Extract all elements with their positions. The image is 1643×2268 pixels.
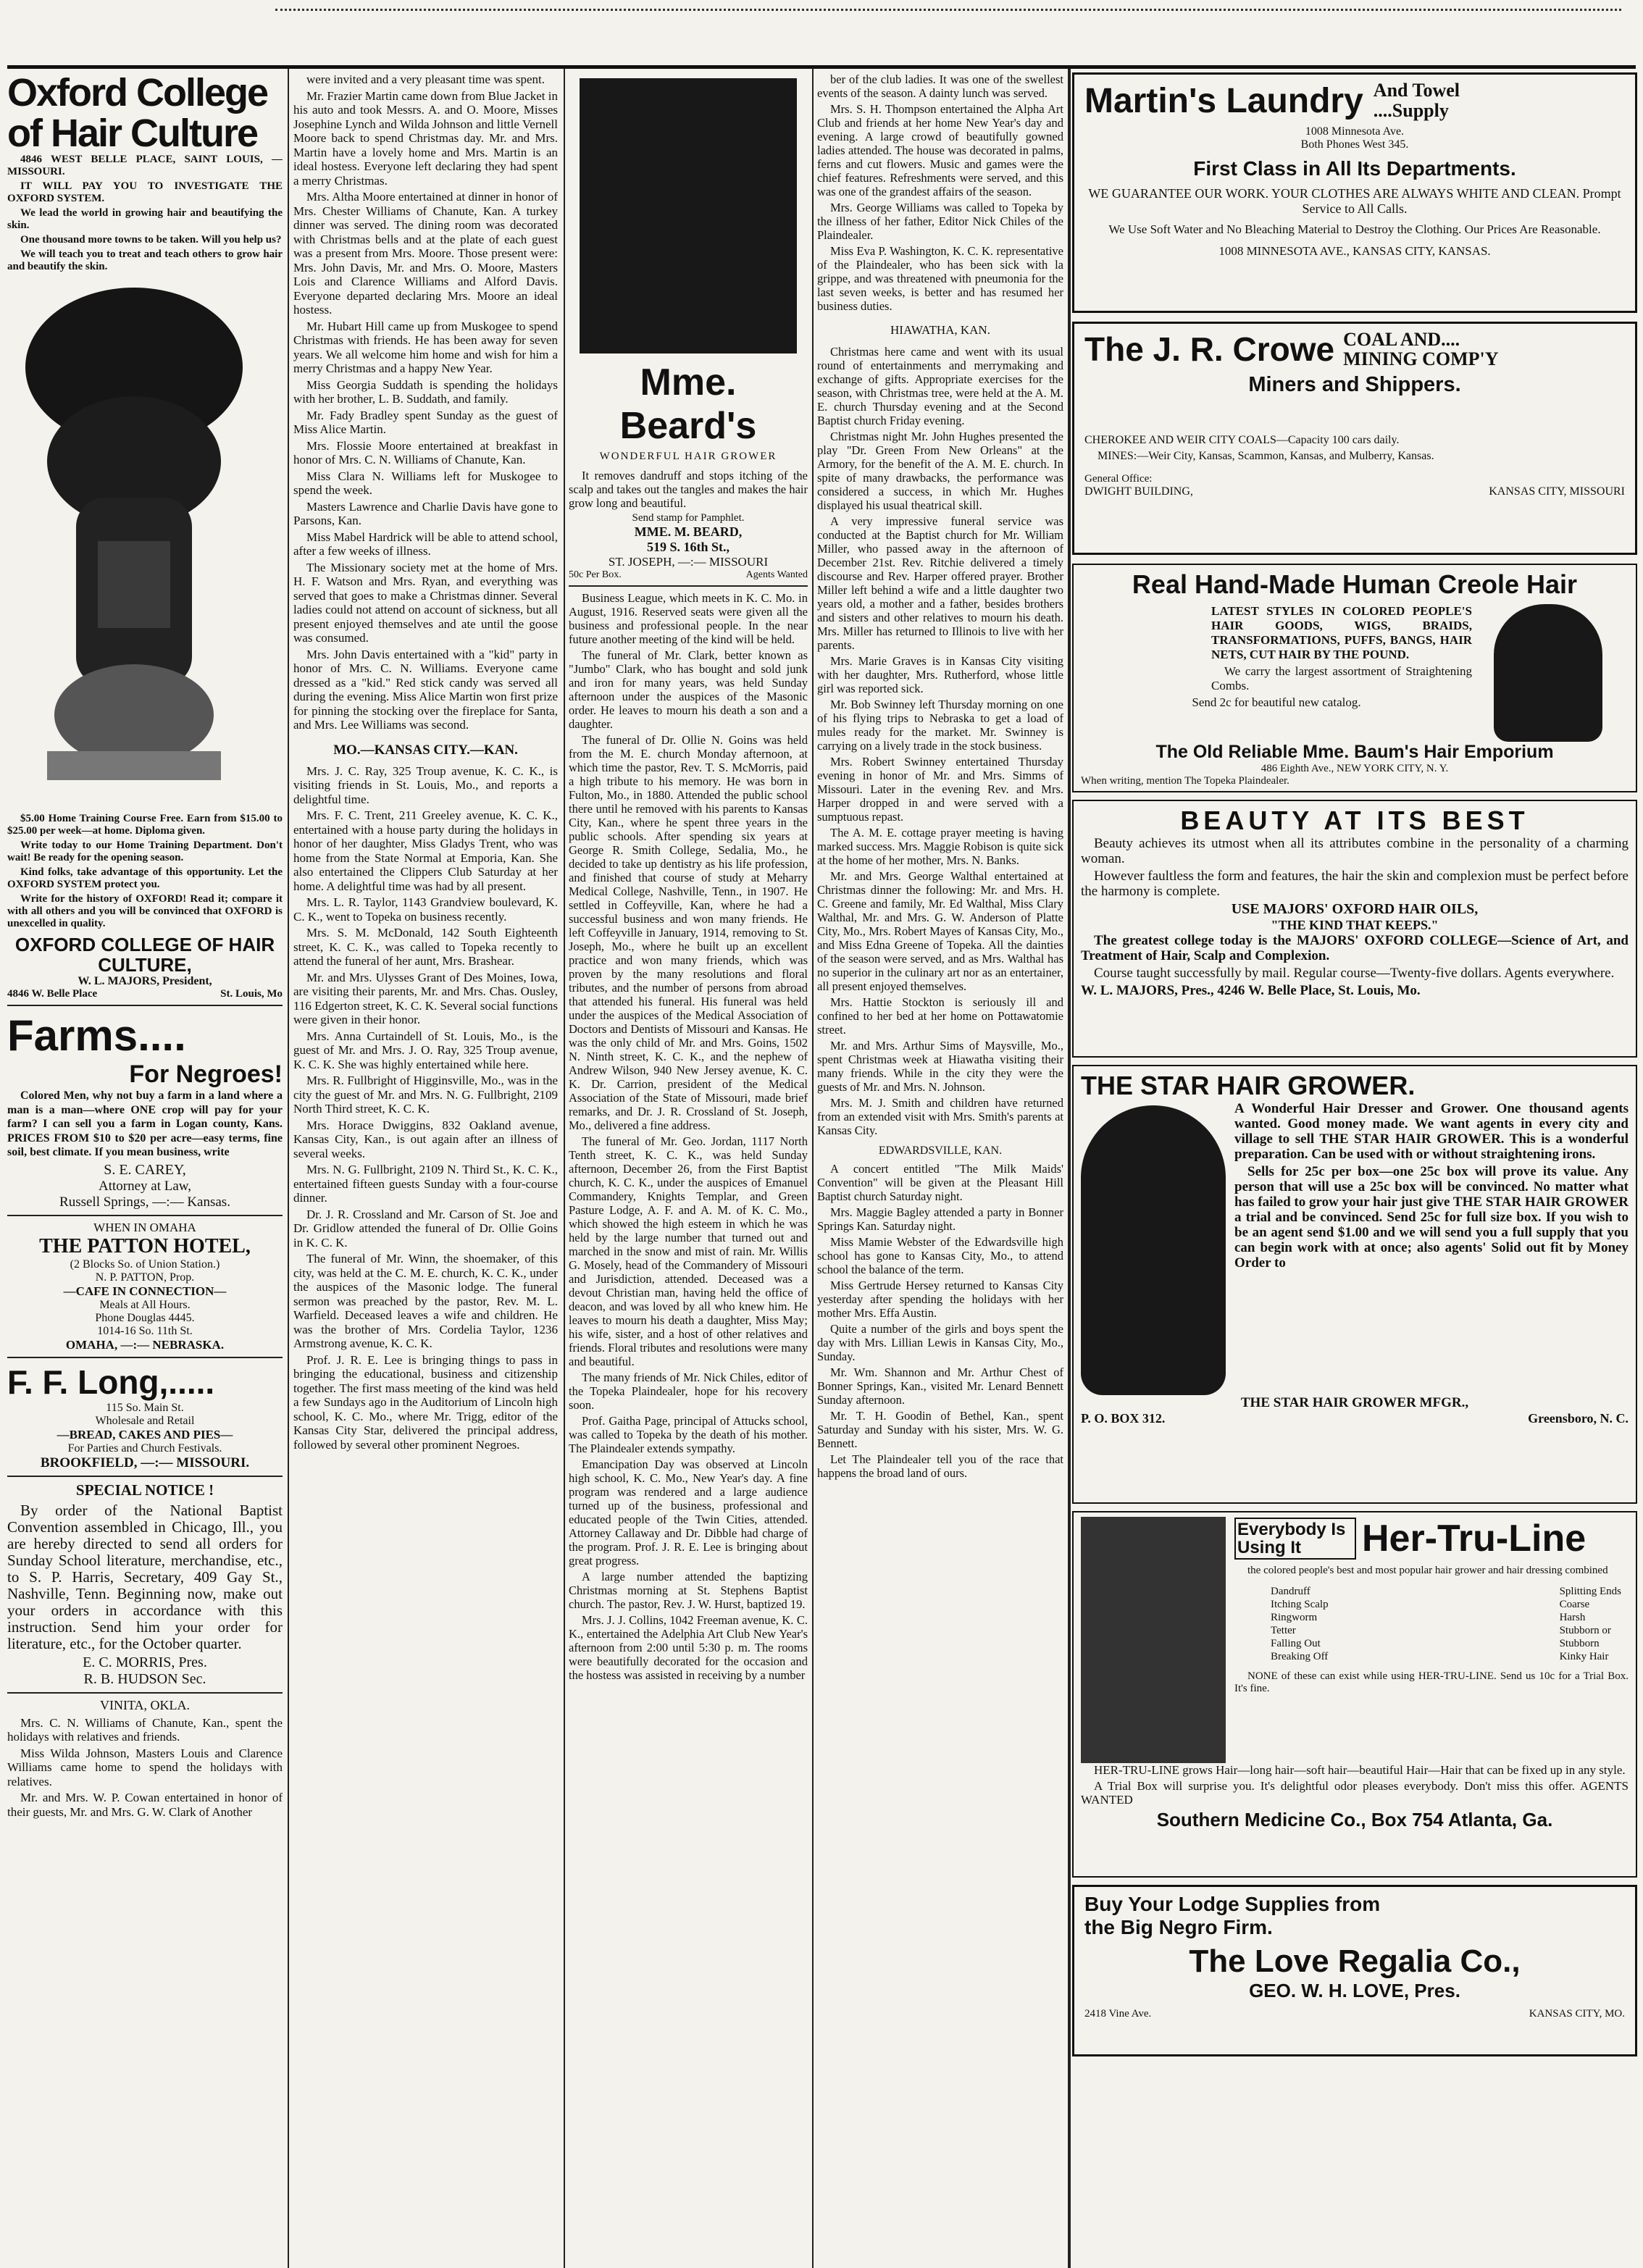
star-sells: Sells for 25c per box—one 25c box will prove its value. Any person that will use a 25c box will be convinced. No matter what has failed to grow your hair just give THE STAR HAIR GROWER a trial and be convinced. Send 25c for full size box. If you wish to be an agent send $1.00 and we will send you a full supply that you can begin work with at once; also agents' Solid out fit by Money Order to [1234, 1164, 1629, 1271]
crowe-name: The J. R. Crowe [1084, 330, 1335, 368]
martin-tag1: And Towel [1373, 80, 1460, 101]
patton-meals: Meals at All Hours. [99, 1298, 191, 1311]
news-paragraph: Miss Mabel Hardrick will be able to attend school, after a few weeks of illness. [293, 530, 558, 558]
patton-ad [7, 1221, 283, 1352]
vinita-p1: Mrs. C. N. Williams of Chanute, Kan., spent the holidays with relatives and friends. [7, 1715, 283, 1744]
list-item: Breaking Off [1271, 1651, 1329, 1662]
divider [7, 1476, 283, 1477]
news-paragraph: Prof. J. R. E. Lee is bringing things to pass in bringing the educational, business and citizenship together. The first mass meeting of the kind was held a few Sundays ago in the Auditorium of Lincoln high school, K. C. Mo., where Mr. Trigg, editor of the Kansas City Star, delivered the principal address, followed by several other prominent Negroes. [293, 1352, 558, 1452]
news-column-4 [817, 72, 1063, 313]
beauty-p4: Course taught successfully by mail. Regular course—Twenty-five dollars. Agents everywhere. [1094, 966, 1615, 981]
divider [7, 1005, 283, 1006]
news-paragraph: Mrs. Flossie Moore entertained at breakfast in honor of Mrs. C. N. Williams of Chanute, Kan. [293, 438, 558, 466]
beard-city: ST. JOSEPH, —:— MISSOURI [608, 555, 769, 569]
oxford-title-2: of Hair Culture [7, 112, 258, 155]
crowe-mines: MINES:—Weir City, Kansas, Scammon, Kansas, and Mulberry, Kansas. [1098, 450, 1434, 462]
news-paragraph: The many friends of Mr. Nick Chiles, editor of the Topeka Plaindealer, hope for his recovery soon. [569, 1371, 808, 1412]
notice-body: By order of the National Baptist Convention assembled in Chicago, Ill., you are hereby directed to send all orders for Sunday School literature, merchandise, etc., to S. P. Harris, Secretary, 409 Gay St., Nashville, Tenn. Beginning now, make out your orders in accordance with this instruction. Send him your order for literature, etc., for the October quarter. [7, 1501, 283, 1652]
hertru-lists [1234, 1579, 1629, 1663]
news-paragraph: Miss Clara N. Williams left for Muskogee to spend the week. [293, 469, 558, 497]
news-paragraph: Mrs. M. J. Smith and children have returned from an extended visit with Mrs. Smith's parents at Kansas City. [817, 1096, 1063, 1137]
news-paragraph: Mrs. L. R. Taylor, 1143 Grandview boulevard, K. C. K., went to Topeka on business recently. [293, 895, 558, 924]
crowe-miners: Miners and Shippers. [1248, 373, 1461, 396]
patton-name: THE PATTON HOTEL, [39, 1234, 251, 1258]
notice-sig1: E. C. MORRIS, Pres. [83, 1654, 207, 1670]
news-paragraph: Mrs. S. M. McDonald, 142 South Eighteenth street, K. C. K., was called to Topeka recently to attend the funeral of her aunt, Mrs. Brashear. [293, 926, 558, 968]
creole-body: LATEST STYLES IN COLORED PEOPLE'S HAIR GOODS, WIGS, BRAIDS, TRANSFORMATIONS, PUFFS, BANGS, HAIR NETS, CUT HAIR BY THE POUND. [1211, 604, 1472, 661]
oxford-p3: We will teach you to treat and teach others to grow hair and beautify the skin. [7, 248, 283, 272]
beauty-sig: W. L. MAJORS, Pres., 4246 W. Belle Place, St. Louis, Mo. [1081, 983, 1421, 998]
news-paragraph: Mr. Wm. Shannon and Mr. Arthur Chest of Bonner Springs, Kan., visited Mr. Lenard Bennett Sunday afternoon. [817, 1365, 1063, 1407]
beard-title: Mme. Beard's [619, 361, 757, 447]
crowe-tags [1343, 330, 1498, 369]
divider [569, 585, 808, 587]
list-item: Harsh [1559, 1612, 1586, 1623]
oxford-history: Write for the history of OXFORD! Read it; compare it with all others and you will be convinced that OXFORD is unexcelled in quality. [7, 893, 283, 929]
news-paragraph: ber of the club ladies. It was one of the swellest events of the season. A dainty lunch was served. [817, 72, 1063, 100]
notice-sig2: R. B. HUDSON Sec. [83, 1670, 206, 1687]
hertru-left-list [1271, 1585, 1329, 1663]
news-paragraph: Mrs. Horace Dwiggins, 832 Oakland avenue, Kansas City, Kan., is out again after an illness of several weeks. [293, 1118, 558, 1160]
news-paragraph: Business League, which meets in K. C. Mo. in August, 1916. Reserved seats were given all the business and professional people. In the near future another meeting of the kind will be held. [569, 591, 808, 646]
news-paragraph: Mr. and Mrs. Ulysses Grant of Des Moines, Iowa, are visiting their parents, Mr. and Mrs. Chas. Ousley, 116 Edgerton street, K. C. K. Several social functions were given in their honor. [293, 970, 558, 1026]
star-portrait [1081, 1105, 1226, 1395]
creole-portrait [1494, 604, 1602, 742]
farms-name: S. E. CAREY, [104, 1161, 186, 1178]
news-column-3 [569, 591, 808, 1682]
news-paragraph: The Missionary society met at the home of Mrs. H. F. Watson and Mrs. Ryan, and everything was served that goes to make a Christmas dinner. Several ladies could not attend on account of sickness, but all present enjoyed themselves and ate until the goose was consumed. [293, 560, 558, 645]
news-column-2 [293, 72, 558, 732]
patton-when: WHEN IN OMAHA [93, 1220, 196, 1234]
hertru-name: Her-Tru-Line [1362, 1518, 1586, 1560]
news-paragraph: Mrs. J. J. Collins, 1042 Freeman avenue, K. C. K., entertained the Adelphia Art Club New Year's afternoon from 2:00 until 5:30 p. m. The rooms were beautifully decorated for the occasion and the hostess was assisted in receiving by a number [569, 1613, 808, 1682]
beard-subtitle: WONDERFUL HAIR GROWER [599, 451, 777, 462]
regalia-address: 2418 Vine Ave. [1084, 2008, 1152, 2020]
beard-body: It removes dandruff and stops itching of the scalp and takes out the tangles and makes the hair grow long and beautiful. [569, 469, 808, 510]
news-paragraph: Mr. Bob Swinney left Thursday morning on one of his flying trips to Nebraska to get a load of mules ready for the market. Mr. Swinney is carrying on a lively trade in the stock business. [817, 698, 1063, 753]
vinita-p3: Mr. and Mrs. W. P. Cowan entertained in honor of their guests, Mr. and Mrs. G. W. Clark of Another [7, 1791, 283, 1819]
beauty-p3: The greatest college today is the MAJORS' OXFORD COLLEGE—Science of Art, and Treatment of Hair, Scalp and Complexion. [1081, 933, 1629, 963]
list-item: Itching Scalp [1271, 1599, 1329, 1610]
column-1 [7, 72, 283, 2261]
hair-illustration [18, 280, 283, 805]
martin-name: Martin's Laundry [1084, 82, 1363, 120]
news-paragraph: The A. M. E. cottage prayer meeting is having marked success. Mrs. Maggie Robison is quite sick at the home of her mother, Mrs. N. Banks. [817, 826, 1063, 867]
vinita-title: VINITA, OKLA. [99, 1697, 191, 1712]
news-paragraph: Mrs. Marie Graves is in Kansas City visiting with her daughter, Mrs. Rutherford, whose little girl was reported sick. [817, 654, 1063, 695]
hiawatha-heading: HIAWATHA, KAN. [890, 323, 990, 337]
martin-footer: 1008 MINNESOTA AVE., KANSAS CITY, KANSAS. [1218, 244, 1491, 258]
news-paragraph: Christmas here came and went with its usual round of entertainments and merrymaking and exchange of gifts. Appropriate exercises for the season, with Christmas tree, were held at the A. M. E. church Thursday evening and at the Second Baptist church Friday evening. [817, 345, 1063, 427]
beard-street: 519 S. 16th St., [646, 540, 730, 554]
hertru-company: Southern Medicine Co., Box 754 Atlanta, Ga. [1156, 1809, 1553, 1830]
farms-title: Farms.... [7, 1011, 186, 1060]
star-body: A Wonderful Hair Dresser and Grower. One thousand agents wanted. Good money made. We want agents in every city and village to sell THE STAR HAIR GROWER. This is a wonderful preparation. Can be used with or without straightening irons. [1234, 1101, 1629, 1162]
news-paragraph: Miss Eva P. Washington, K. C. K. representative of the Plaindealer, who has been sick with la grippe, and was threatened with pneumonia for the last seven weeks, is better and has resumed her business duties. [817, 244, 1063, 313]
news-paragraph: Mrs. John Davis entertained with a "kid" party in honor of Mrs. C. N. Williams. Everyone came dressed as a "kid." Red stick candy was served all during the evening. Miss Alice Martin won first prize for pinning the stocking over the fireplace for Santa, and Mrs. Lee Williams was second. [293, 647, 558, 732]
beard-name: MME. M. BEARD, [634, 524, 743, 539]
martin-laundry-ad [1072, 72, 1637, 313]
creole-send: Send 2c for beautiful new catalog. [1192, 695, 1361, 709]
column-5-ads [1072, 72, 1637, 2261]
news-paragraph: A concert entitled "The Milk Maids' Convention" will be given at the Pleasant Hill Baptist church Saturday night. [817, 1162, 1063, 1203]
news-paragraph: The funeral of Mr. Winn, the shoemaker, of this city, was held at the C. M. E. church, K. C. K., under the auspices of the Masonic lodge. The funeral sermon was preached by the pastor, Rev. M. L. Warfield. Deceased leaves a wife and children. He was the brother of Mrs. Cordelia Taylor, 1236 Armstrong avenue, K. C. K. [293, 1252, 558, 1350]
oxford-p1: We lead the world in growing hair and beautifying the skin. [7, 207, 283, 231]
beauty-use: USE MAJORS' OXFORD HAIR OILS, [1231, 901, 1479, 917]
list-item: Ringworm [1271, 1612, 1318, 1623]
crowe-city: KANSAS CITY, MISSOURI [1489, 485, 1625, 498]
column-rule [564, 69, 565, 2268]
crowe-footer [1084, 485, 1625, 498]
oxford-course: $5.00 Home Training Course Free. Earn from $15.00 to $25.00 per week—at home. Diploma given. [7, 813, 283, 837]
oxford-location [7, 988, 283, 1000]
news-paragraph: The funeral of Mr. Clark, better known as "Jumbo" Clark, who has bought and sold junk and iron for many years, was held Sunday afternoon under the auspices of the Masonic order. He leaves to mourn his death a son and a daughter. [569, 648, 808, 731]
news-paragraph: Mrs. J. C. Ray, 325 Troup avenue, K. C. K., is visiting friends in St. Louis, Mo., and reports a delightful time. [293, 763, 558, 806]
beauty-p2: However faultless the form and features, the hair the skin and complexion must be perfect before the harmony is complete. [1081, 869, 1629, 899]
oxford-address: 4846 WEST BELLE PLACE, SAINT LOUIS, — MISSOURI. [7, 154, 283, 177]
column-4 [817, 72, 1063, 2261]
news-paragraph: Miss Mamie Webster of the Edwardsville high school has gone to Kansas City, Mo., to attend school the balance of the term. [817, 1235, 1063, 1276]
news-paragraph: Mrs. N. G. Fullbright, 2109 N. Third St., K. C. K., entertained fifteen guests Sunday with a four-course dinner. [293, 1163, 558, 1205]
divider [7, 1692, 283, 1694]
news-paragraph: Mrs. Maggie Bagley attended a party in Bonner Springs Kan. Saturday night. [817, 1205, 1063, 1233]
hertru-none: NONE of these can exist while using HER-TRU-LINE. Send us 10c for a Trial Box. It's fine. [1234, 1670, 1629, 1694]
martin-soft: We Use Soft Water and No Bleaching Material to Destroy the Clothing. Our Prices Are Reasonable. [1108, 222, 1601, 236]
edwardsville-news [817, 1162, 1063, 1480]
oxford-kind: Kind folks, take advantage of this opportunity. Let the OXFORD SYSTEM protect you. [7, 866, 283, 890]
list-item: Falling Out [1271, 1638, 1321, 1649]
creole-address: 486 Eighth Ave., NEW YORK CITY, N. Y. [1261, 763, 1449, 774]
news-paragraph: Miss Georgia Suddath is spending the holidays with her brother, L. B. Suddath, and family. [293, 377, 558, 406]
crowe-coals: CHEROKEE AND WEIR CITY COALS—Capacity 100 cars daily. [1084, 434, 1400, 446]
list-item: Coarse [1559, 1599, 1590, 1610]
beard-portrait [580, 78, 797, 353]
news-paragraph: Mr. and Mrs. Arthur Sims of Maysville, Mo., spent Christmas week at Hiawatha visiting their many friends. While in the city they were the guests of Mr. and Mrs. N. Johnson. [817, 1039, 1063, 1094]
creole-hair-ad [1072, 564, 1637, 792]
regalia-ad [1072, 1885, 1637, 2056]
list-item: Tetter [1271, 1625, 1296, 1636]
farms-body: Colored Men, why not buy a farm in a land where a man is a man—where ONE crop will pay for your farm? I can sell you a farm in Logan county, Kans. PRICES FROM $10 to $20 per acre—easy terms, fine soil, best climate. If you mean business, write [7, 1089, 283, 1158]
long-for: For Parties and Church Festivals. [67, 1441, 222, 1455]
kc-news [293, 764, 558, 1452]
crowe-ad [1072, 322, 1637, 555]
beard-agents: Agents Wanted [745, 569, 808, 580]
news-paragraph: Mrs. S. H. Thompson entertained the Alpha Art Club and friends at her home New Year's day and evening. A large crowd of beautifully gowned ladies attended. The house was decorated in palms, ferns and cut flowers. Music and games were the chief features. Refreshments were served, and this was one of the grandest affairs of the season. [817, 102, 1063, 198]
news-paragraph: Emancipation Day was observed at Lincoln high school, K. C. Mo., New Year's day. A fine program was rendered and a large audience turned up of the business, professional and educated people of the Twin Cities, attended. Attorney Callaway and Dr. Dibble had charge of the program. Prof. J. R. E. Lee is bringing about great progress. [569, 1457, 808, 1568]
long-goods: —BREAD, CAKES AND PIES— [57, 1427, 233, 1441]
divider [7, 1357, 283, 1358]
regalia-buy2: the Big Negro Firm. [1084, 1916, 1273, 1938]
news-paragraph: Mrs. Anna Curtaindell of St. Louis, Mo., is the guest of Mr. and Mrs. J. O. Ray, 325 Troup avenue, K. C. K. She was highly entertained while here. [293, 1029, 558, 1071]
patton-phone: Phone Douglas 4445. [95, 1311, 195, 1324]
patton-cafe: —CAFE IN CONNECTION— [63, 1284, 227, 1298]
martin-tags [1374, 80, 1460, 121]
edwardsville-heading: EDWARDSVILLE, KAN. [878, 1145, 1003, 1157]
patton-city: OMAHA, —:— NEBRASKA. [65, 1337, 225, 1352]
beauty-ad [1072, 800, 1637, 1058]
list-item: Stubborn or [1559, 1625, 1611, 1636]
patton-location: (2 Blocks So. of Union Station.) [70, 1258, 220, 1271]
column-2 [293, 72, 558, 2261]
martin-first: First Class in All Its Departments. [1193, 157, 1516, 180]
hertru-trial: A Trial Box will surprise you. It's delightful odor pleases everybody. Don't miss this offer. AGENTS WANTED [1081, 1779, 1629, 1807]
vinita-news [7, 1698, 283, 1820]
vinita-p2: Miss Wilda Johnson, Masters Louis and Clarence Williams came home to spend the holidays with relatives. [7, 1746, 283, 1788]
news-paragraph: Mrs. F. C. Trent, 211 Greeley avenue, K. C. K., entertained with a house party during the holidays in honor of her daughter, Miss Gladys Trent, who was home from the State Normal at Emporia, Kan. She also entertained the Clippers Club Saturday at her home. A delightful time was had by all present. [293, 808, 558, 893]
list-item: Dandruff [1271, 1586, 1310, 1597]
beauty-p1: Beauty achieves its utmost when all its attributes combine in the personality of a charming woman. [1081, 836, 1629, 866]
news-paragraph: A large number attended the baptizing Christmas morning at St. Stephens Baptist church. The pastor, Rev. J. W. Hurst, baptized 19. [569, 1570, 808, 1611]
news-paragraph: Mr. Fady Bradley spent Sunday as the guest of Miss Alice Martin. [293, 408, 558, 436]
long-type: Wholesale and Retail [95, 1414, 195, 1427]
oxford-president: W. L. MAJORS, President, [78, 975, 212, 987]
news-paragraph: Mrs. Hattie Stockton is seriously ill and confined to her bed at her home on Pottawatomie street. [817, 995, 1063, 1037]
news-paragraph: Mrs. Robert Swinney entertained Thursday evening in honor of Mr. and Mrs. Simms of Missouri. Later in the evening Rev. and Mrs. Harper dropped in and were served with a sumptuous repast. [817, 755, 1063, 824]
news-paragraph: Mr. T. H. Goodin of Bethel, Kan., spent Saturday and Sunday with his sister, Mrs. W. G. Bennett. [817, 1409, 1063, 1450]
regalia-footer [1084, 2008, 1625, 2020]
creole-carry: We carry the largest assortment of Straightening Combs. [1211, 664, 1472, 692]
news-paragraph: Masters Lawrence and Charlie Davis have gone to Parsons, Kan. [293, 499, 558, 527]
woman-hair-figure [18, 280, 250, 802]
beard-price: 50c Per Box. [569, 569, 622, 580]
hertruline-portrait [1081, 1517, 1226, 1763]
list-item: Stubborn [1559, 1638, 1600, 1649]
beauty-title: BEAUTY AT ITS BEST [1180, 805, 1529, 835]
column-rule [288, 69, 289, 2268]
column-rule [1068, 69, 1071, 2268]
beard-ad [569, 78, 808, 581]
news-paragraph: Mrs. R. Fullbright of Higginsville, Mo., was in the city the guest of Mr. and Mrs. N. G. Fullbright, 2109 North Third street, K. C. K. [293, 1074, 558, 1116]
news-paragraph: Dr. J. R. Crossland and Mr. Carson of St. Joe and Dr. Gridlow attended the funeral of Dr. Ollie Goins in K. C. K. [293, 1207, 558, 1250]
crowe-office: General Office: [1084, 473, 1153, 485]
kc-heading: MO.—KANSAS CITY.—KAN. [333, 742, 518, 758]
oxford-street: 4846 W. Belle Place [7, 988, 98, 1000]
column-3 [569, 72, 808, 2261]
star-title: THE STAR HAIR GROWER. [1081, 1071, 1416, 1100]
star-name: THE STAR HAIR GROWER MFGR., [1240, 1395, 1469, 1410]
beard-footer [569, 569, 808, 581]
news-paragraph: were invited and a very pleasant time was spent. [306, 72, 545, 86]
farms-subtitle: For Negroes! [129, 1060, 283, 1088]
oxford-title: Oxford College [7, 72, 268, 114]
martin-guarantee: WE GUARANTEE OUR WORK. YOUR CLOTHES ARE ALWAYS WHITE AND CLEAN. Prompt Service to All Calls. [1088, 186, 1621, 216]
crowe-coal: COAL AND.... [1343, 329, 1460, 350]
long-city: BROOKFIELD, —:— MISSOURI. [40, 1455, 250, 1470]
special-notice [7, 1481, 283, 1688]
masthead-rule [7, 65, 1636, 69]
regalia-name: The Love Regalia Co., [1189, 1943, 1521, 1979]
farms-town: Russell Springs, —:— Kansas. [59, 1194, 230, 1210]
patton-prop: N. P. PATTON, Prop. [95, 1271, 195, 1284]
martin-tag2: ....Supply [1373, 100, 1449, 121]
regalia-buy1: Buy Your Lodge Supplies from [1084, 1893, 1381, 1915]
news-paragraph: Prof. Gaitha Page, principal of Attucks school, was called to Topeka by the death of his mother. The Plaindealer extends sympathy. [569, 1414, 808, 1455]
oxford-p2: One thousand more towns to be taken. Will you help us? [20, 234, 282, 246]
star-po: P. O. BOX 312. [1081, 1411, 1166, 1426]
martin-phones: Both Phones West 345. [1300, 138, 1409, 151]
creole-title: Real Hand-Made Human Creole Hair [1132, 569, 1578, 599]
oxford-ad [7, 72, 283, 1000]
oxford-city: St. Louis, Mo [220, 988, 283, 1000]
divider [7, 1215, 283, 1216]
hertru-desc: the colored people's best and most popular hair grower and hair dressing combined [1247, 1565, 1608, 1576]
news-paragraph: Mr. and Mrs. George Walthal entertained at Christmas dinner the following: Mr. and Mrs. H. C. Greene and family, Mr. Ed Walthal, Miss Clary Walthal, Mr. and Mrs. G. W. Anderson of Platte City, Mo., Mrs. Robert Mayes of Kansas City, Mo., and Miss Edna Greene of Topeka. All the dainties of the season were served, and as Mrs. Walthal has no superior in the culinary art nor as an entertainer, all present enjoyed themselves. [817, 869, 1063, 993]
news-paragraph: Mrs. Altha Moore entertained at dinner in honor of Mrs. Chester Williams of Chanute, Kan. A turkey dinner was served. The dining room was decorated with Christmas bells and at the plate of each guest was a present from Mrs. Moore. Those present were: Mrs. John Davis, Mr. and Mrs. O. Moore, Masters Lois and Clarence Williams and Alford Davis. Everyone departed declaring Mrs. Moore an ideal hostess. [293, 190, 558, 317]
hertru-everybody: Everybody Is Using It [1234, 1518, 1356, 1560]
news-paragraph: Miss Gertrude Hersey returned to Kansas City yesterday after spending the holidays with her mother Mrs. Effa Austin. [817, 1279, 1063, 1320]
oxford-intro: IT WILL PAY YOU TO INVESTIGATE THE OXFORD SYSTEM. [7, 180, 283, 204]
news-paragraph: A very impressive funeral service was conducted at the Baptist church for Mr. William Miller, who passed away in the afternoon of December 21st. Rev. Ritchie delivered a timely discourse and Rev. Harper offered prayer. Brother Miller left behind a wife and a little daughter two years old, a mother and a father, besides brothers and sisters and other relatives to mourn his death. Mrs. Miller has returned to Illinois to live with her parents. [817, 514, 1063, 652]
star-footer [1081, 1411, 1629, 1426]
creole-name: The Old Reliable Mme. Baum's Hair Emporium [1155, 742, 1554, 762]
patton-address: 1014-16 So. 11th St. [97, 1324, 193, 1337]
news-paragraph: Mr. Frazier Martin came down from Blue Jacket in his auto and took Messrs. A. and O. Moore, Misses Josephine Lynch and Wilda Johnson and little Vernell Moore back to spend Christmas day. Mr. and Mrs. Martin have a lovely home and Mrs. Martin is an ideal hostess. Everyone left declaring they had spent a merry Christmas. [293, 88, 558, 188]
hertru-right-list [1560, 1585, 1621, 1663]
list-item: Splitting Ends [1559, 1586, 1621, 1597]
list-item: Kinky Hair [1559, 1651, 1609, 1662]
news-paragraph: Let The Plaindealer tell you of the race that happens the broad land of ours. [817, 1452, 1063, 1480]
star-hair-ad [1072, 1065, 1637, 1504]
top-border [275, 9, 1621, 11]
news-paragraph: Christmas night Mr. John Hughes presented the play "Dr. Green From New Orleans" at the Armory, for the benefit of the A. M. E. church. In spite of many drawbacks, the performance was considered a success, in which Mr. Hughes displayed his usual theatrical skill. [817, 430, 1063, 512]
news-paragraph: Mr. Hubart Hill came up from Muskogee to spend Christmas with friends. He has been away for seven years. We all welcome him home and wish for him a merry Christmas and a happy New Year. [293, 319, 558, 375]
oxford-name: OXFORD COLLEGE OF HAIR CULTURE, [14, 934, 275, 976]
farms-ad [7, 1010, 283, 1210]
column-rule [812, 69, 814, 2268]
creole-when: When writing, mention The Topeka Plaindealer. [1081, 775, 1289, 787]
oxford-write: Write today to our Home Training Department. Don't wait! Be ready for the opening season. [7, 840, 283, 863]
crowe-mining: MINING COMP'Y [1343, 348, 1499, 369]
news-paragraph: Quite a number of the girls and boys spent the day with Mrs. Lillian Lewis in Kansas City, Mo., Sunday. [817, 1322, 1063, 1363]
regalia-pres: GEO. W. H. LOVE, Pres. [1249, 1980, 1460, 2001]
long-name: F. F. Long,..... [7, 1363, 215, 1401]
news-paragraph: The funeral of Dr. Ollie N. Goins was held from the M. E. church Monday afternoon, at which time the pastor, Rev. T. S. McMorris, paid a high tribute to his memory. He was born in Fulton, Mo., in 1880. Attended the public school there until he removed with his parents to Kansas City, Kan., where he spent three years in the public schools. After spending six years at George R. Smith College, Sedalia, Mo., he decided to take up dentistry as his life profession, and finished that course of study at Meharry Medical College, Nashville, Tenn., in 1907. He settled in Coffeyville, Kan, where he had a successful business and won many friends. He left Coffeyville in January, 1914, removing to St. Joseph, Mo., where he built up an excellent practice and won many friends, which was proven by the many resolutions and floral tributes, and the number of persons from abroad that attended his funeral. His funeral was held under the auspices of the Medical Association of Doctors and Dentists of Missouri and Kansas. He was the only child of Mr. and Mrs. Goins, 1502 N. Ninth street, K. C. K., and the nephew of Andrew Wilson, 940 New Jersey avenue, K. C. K. Dr. Carrion, president of the Medical Association of the State of Missouri, made brief remarks, and Dr. J. R. Crossland of St. Joseph, Mo., delivered a fine address. [569, 733, 808, 1132]
crowe-building: DWIGHT BUILDING, [1084, 485, 1193, 498]
notice-title: SPECIAL NOTICE ! [75, 1481, 214, 1499]
hertruline-ad [1072, 1511, 1637, 1878]
star-city: Greensboro, N. C. [1528, 1411, 1629, 1426]
beard-send: Send stamp for Pamphlet. [632, 512, 745, 524]
martin-address: 1008 Minnesota Ave. [1305, 125, 1405, 138]
farms-title2: Attorney at Law, [98, 1178, 192, 1194]
news-paragraph: Mrs. George Williams was called to Topeka by the illness of her father, Editor Nick Chiles of the Plaindealer. [817, 201, 1063, 242]
hiawatha-news [817, 345, 1063, 1137]
news-paragraph: The funeral of Mr. Geo. Jordan, 1117 North Tenth street, K. C. K., was held Sunday afternoon, December 26, from the First Baptist church, K. C. K., under the auspices of Emanuel Commandery, Knights Templar, and Green Pasture Lodge, A. F. and A. M. of K. C. Mo., which showed the high esteem in which he was held by the large number that turned out and marched in the snow and mist of rain. Mr. Willis G. Mosely, head of the Commandery of Missouri and Jurisdiction, attended. Deceased was a devout Christian man, having held the office of deacon, and was loved by all who knew him. He leaves to mourn his death a daughter, Miss May; his wife, sister, and a host of other relatives and friends. Floral tributes and resolutions were many and beautiful. [569, 1134, 808, 1368]
regalia-city: KANSAS CITY, MO. [1529, 2008, 1625, 2020]
beauty-keeps: "THE KIND THAT KEEPS." [1271, 918, 1439, 932]
long-address: 115 So. Main St. [106, 1401, 184, 1414]
long-ad [7, 1363, 283, 1471]
hertru-grows: HER-TRU-LINE grows Hair—long hair—soft hair—beautiful Hair—Hair that can be fixed up in any style. [1094, 1763, 1626, 1777]
